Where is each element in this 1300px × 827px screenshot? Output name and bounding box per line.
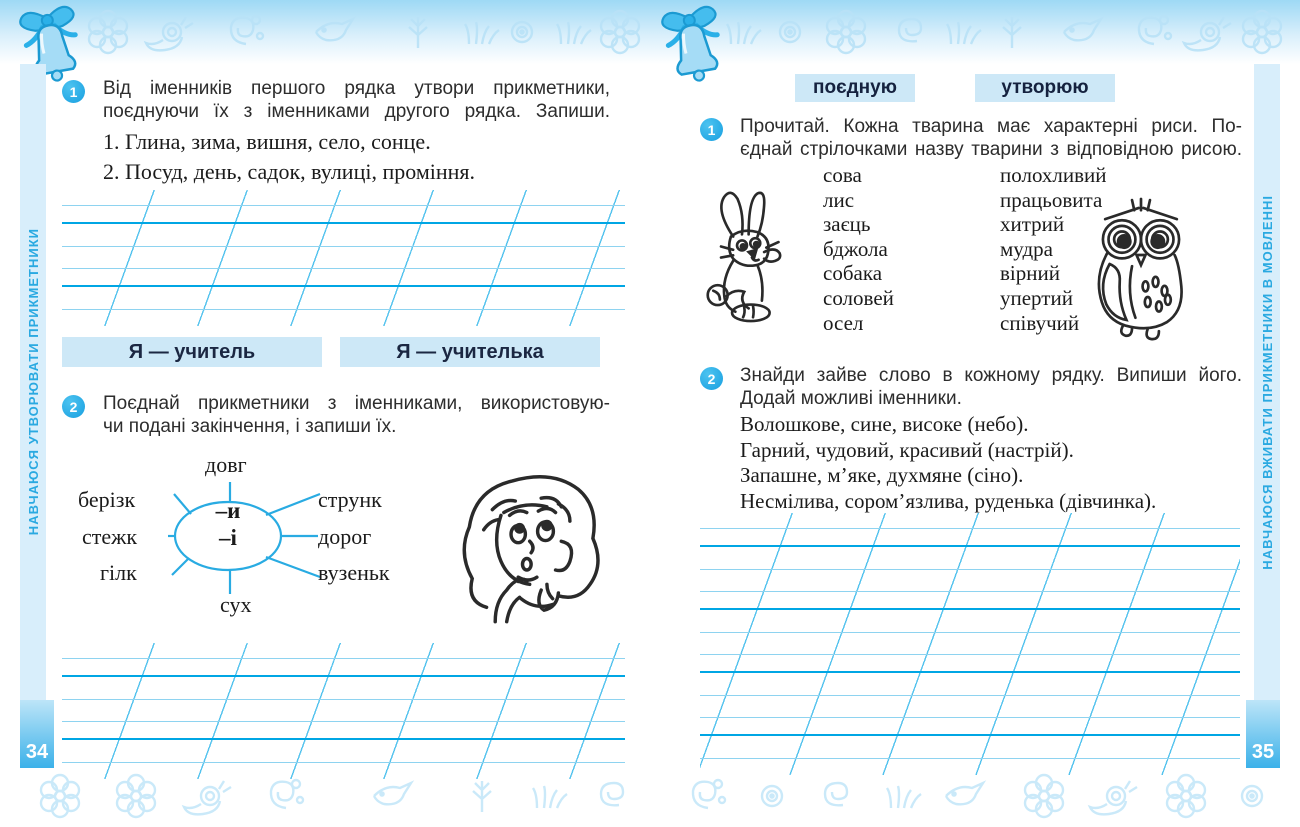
handwriting-lines-block[interactable] (700, 513, 1240, 775)
exercise1-instruction (103, 77, 610, 123)
diagram-word-left: берізк (78, 487, 136, 512)
role-box-teacher-m: Я — учитель (62, 337, 322, 367)
word-row: Несмілива, сором’язлива, руденька (дівчинка). (740, 488, 1157, 513)
animal-item[interactable]: сова (823, 163, 862, 187)
diagram-word-left: стежк (82, 524, 138, 549)
topic-box-form: утворюю (975, 74, 1115, 102)
exercise2-word-rows (740, 412, 1156, 514)
page-number-left: 34 (20, 700, 54, 768)
instruction-line: Знайди зайве слово в кожному рядку. Випиши його. (740, 365, 1242, 386)
animal-item[interactable]: заєць (823, 212, 871, 237)
bell-icon (648, 2, 740, 102)
left-sidebar-label: НАВЧАЮСЯ УТВОРЮВАТИ ПРИКМЕТНИКИ (25, 228, 41, 536)
animal-item[interactable]: соловей (823, 285, 894, 310)
word-row: 1. Глина, зима, вишня, село, сонце. (103, 129, 431, 154)
ruled-row (700, 513, 1240, 576)
role-box-teacher-f: Я — учителька (340, 337, 600, 367)
exercise2-instruction (740, 364, 1242, 410)
right-sidebar-strip (1254, 64, 1280, 700)
trait-item[interactable]: працьовита (1000, 187, 1103, 212)
diagram-word-top: довг (205, 452, 247, 477)
animal-item[interactable]: бджола (823, 236, 888, 261)
ruled-row (62, 253, 625, 316)
ending-i: –і (219, 525, 237, 550)
animal-item[interactable]: собака (823, 261, 883, 286)
instruction-line: поєднуючи їх з іменниками другого рядка. Запиши. (103, 101, 610, 122)
instruction-line: Поєднай прикметники з іменниками, використовую- (103, 393, 610, 414)
ruled-row (700, 702, 1240, 765)
owl-illustration (1085, 198, 1197, 340)
topic-box-connect: поєдную (795, 74, 915, 102)
diagram-word-right: струнк (318, 487, 382, 512)
handwriting-lines-block[interactable] (62, 190, 625, 326)
instruction-line: єднай стрілочками назву тварини з відповідною рисою. (740, 139, 1242, 160)
rabbit-illustration (700, 183, 805, 331)
trait-item[interactable]: вірний (1000, 261, 1060, 286)
exercise-number-badge: 1 (700, 118, 723, 141)
instruction-line: Прочитай. Кожна тварина має характерні риси. По- (740, 116, 1242, 137)
instruction-line: Додай можливі іменники. (740, 388, 962, 409)
ruled-row (700, 639, 1240, 702)
trait-item[interactable]: співучий (1000, 310, 1080, 335)
exercise2-instruction (103, 392, 610, 438)
exercise1-instruction (740, 115, 1242, 161)
exercise1-word-rows (103, 127, 475, 187)
trait-item[interactable]: мудра (1000, 236, 1053, 261)
instruction-line: чи подані закінчення, і запиши їх. (103, 416, 397, 437)
word-row: 2. Посуд, день, садок, вулиці, проміння. (103, 159, 476, 184)
ruled-row (700, 576, 1240, 639)
word-row: Волошкове, сине, високе (небо). (740, 412, 1029, 436)
ruled-row (62, 190, 625, 253)
right-sidebar-label: НАВЧАЮСЯ ВЖИВАТИ ПРИКМЕТНИКИ В МОВЛЕННІ (1259, 194, 1275, 570)
ending-y: –и (215, 498, 241, 523)
exercise-number-badge: 1 (62, 80, 85, 103)
trait-item[interactable]: упертий (1000, 285, 1073, 310)
instruction-line: Від іменників першого рядка утвори прикметники, (103, 78, 610, 99)
page-number-right: 35 (1246, 700, 1280, 768)
word-row: Гарний, чудовий, красивий (настрій). (740, 437, 1074, 462)
ruled-row (62, 706, 625, 769)
exercise-number-badge: 2 (62, 395, 85, 418)
left-sidebar-strip (20, 64, 46, 700)
thinking-girl-illustration (455, 466, 613, 628)
diagram-word-bottom: сух (220, 592, 252, 617)
diagram-word-left: гілк (100, 560, 137, 585)
diagram-word-right: дорог (318, 524, 372, 549)
exercise-number-badge: 2 (700, 367, 723, 390)
diagram-word-right: вузеньк (318, 560, 390, 585)
trait-item[interactable]: хитрий (1000, 212, 1065, 237)
animal-item[interactable]: осел (823, 310, 864, 335)
word-row: Запашне, м’яке, духмяне (сіно). (740, 463, 1024, 487)
ruled-row (62, 643, 625, 706)
animals-column (823, 163, 894, 335)
trait-item[interactable]: полохливий (1000, 163, 1107, 187)
animal-item[interactable]: лис (823, 187, 855, 212)
handwriting-lines-block[interactable] (62, 643, 625, 779)
